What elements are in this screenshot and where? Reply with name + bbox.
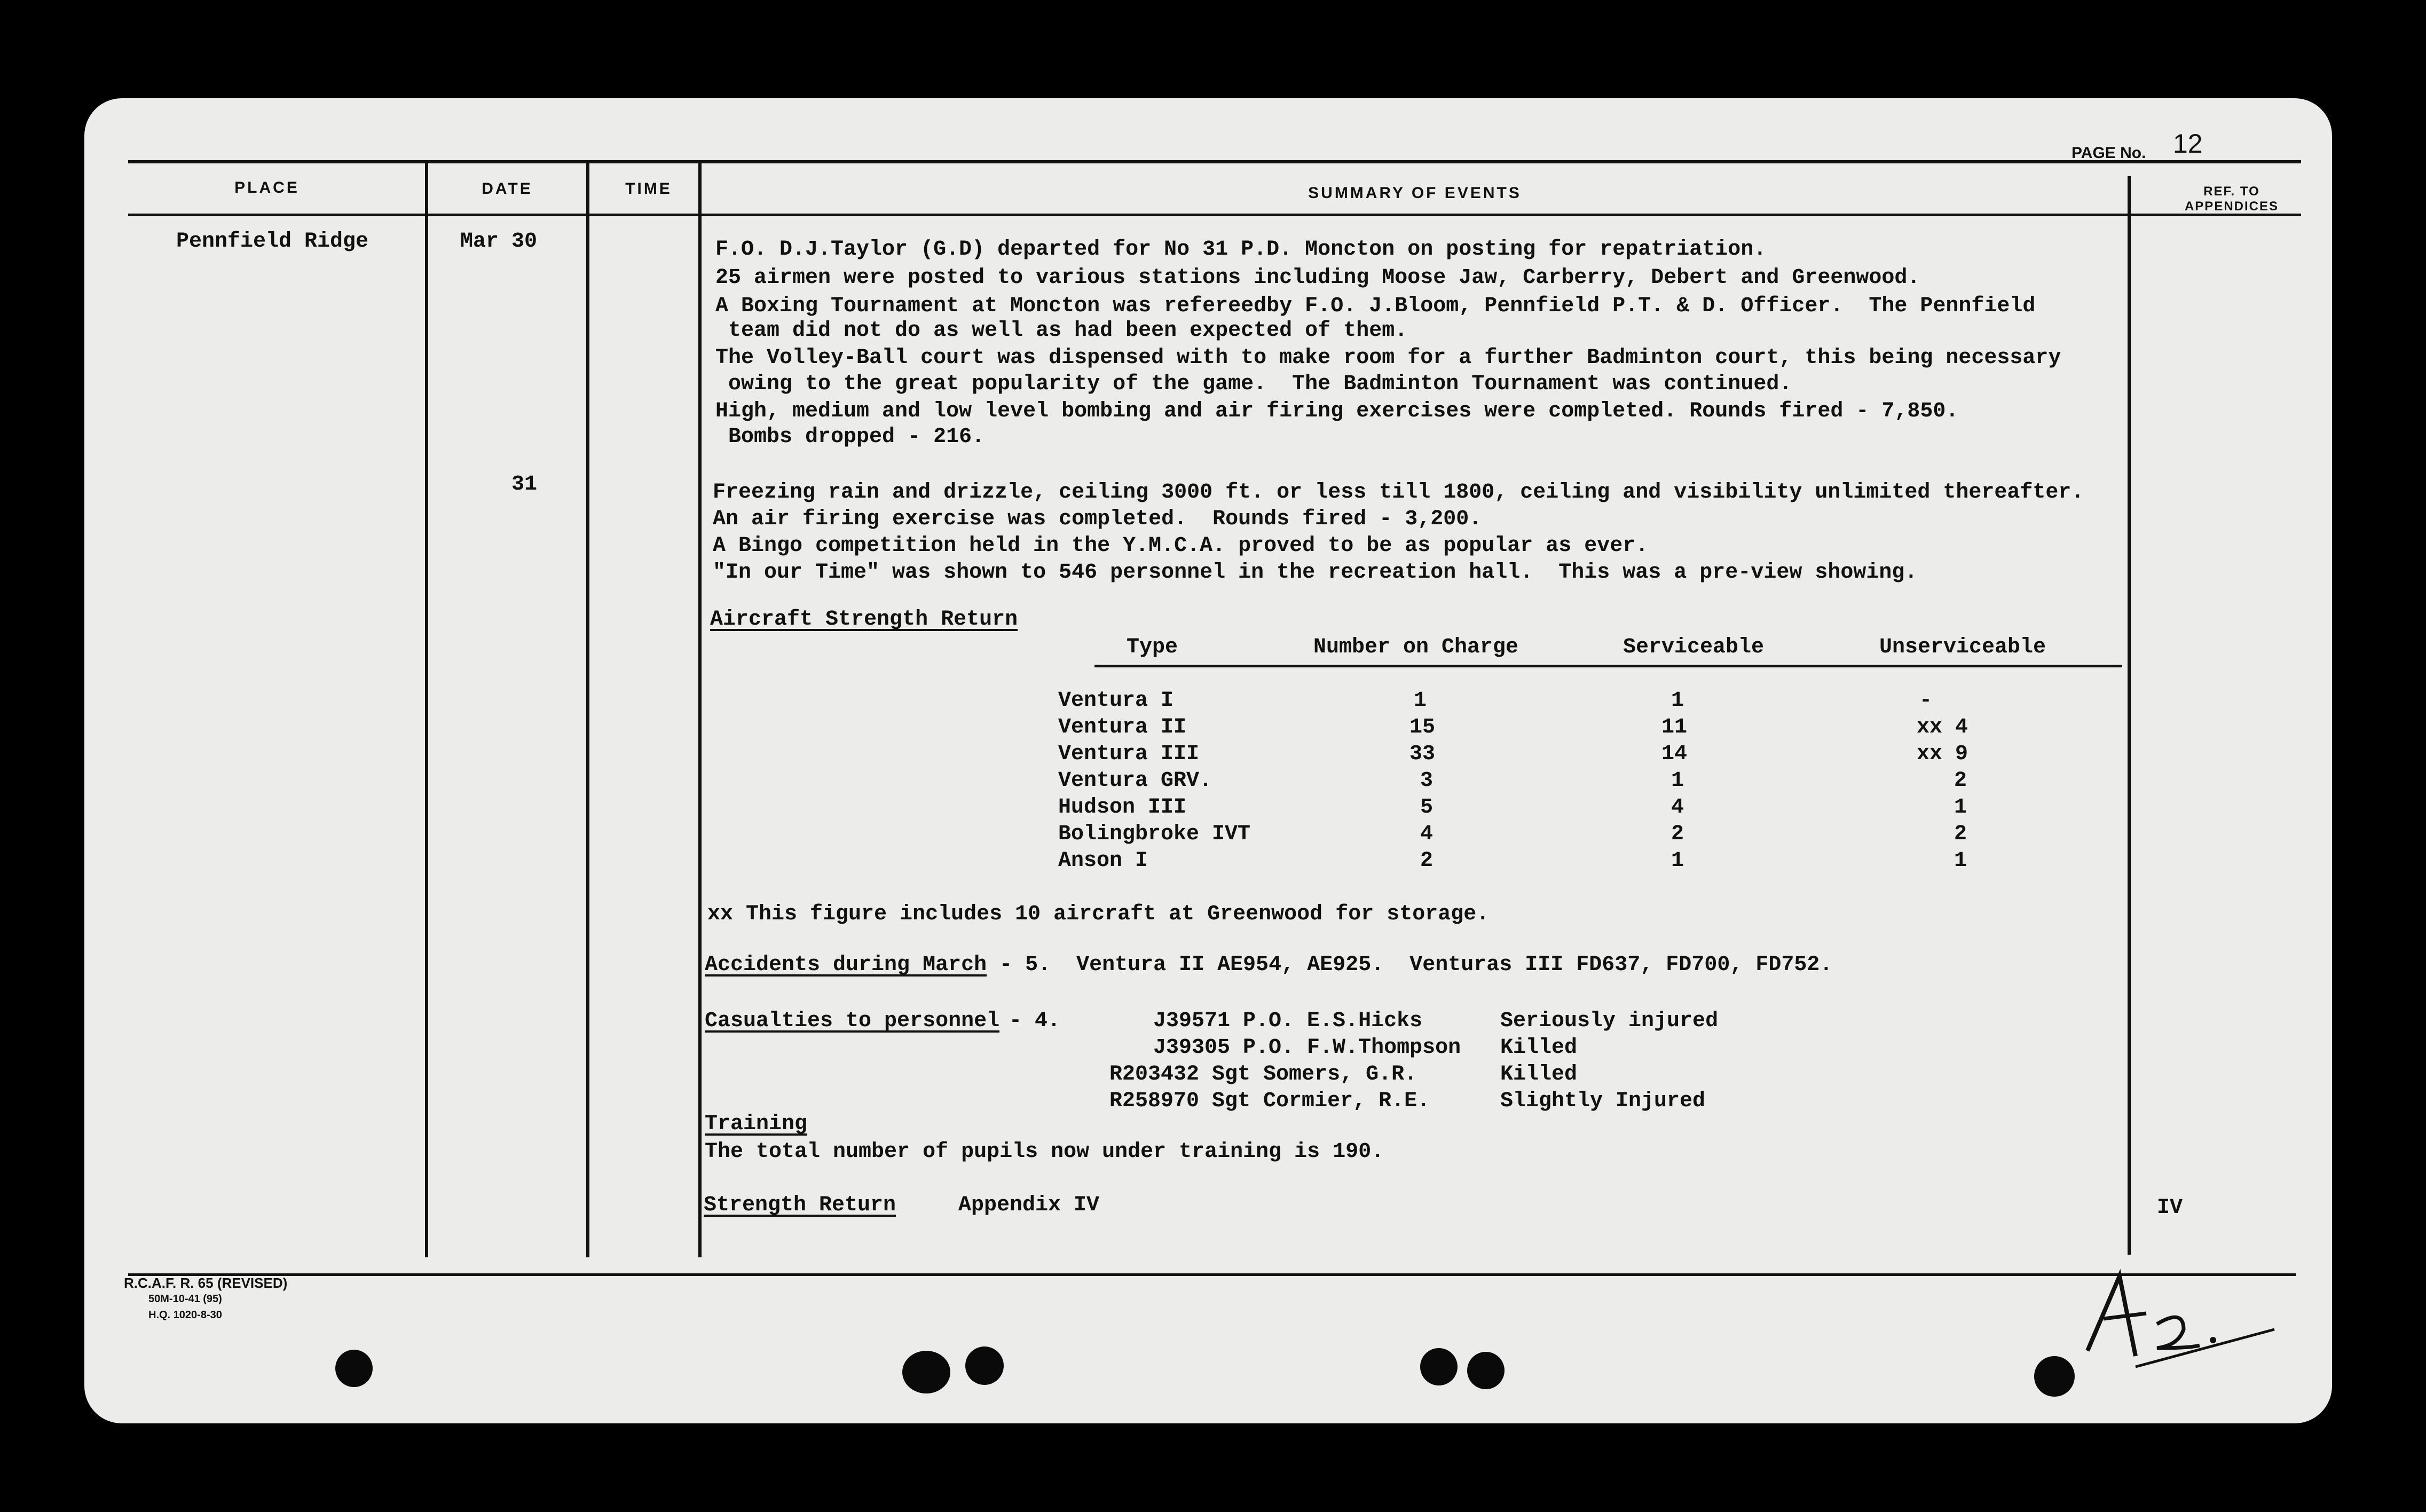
col-serviceable: Serviceable [1623,635,1765,659]
aircraft-charge: 1 [1414,689,1427,713]
form-print-line: 50M-10-41 (95) [148,1293,222,1305]
bottom-rule [128,1273,2296,1276]
aircraft-serviceable: 1 [1671,769,1684,793]
aircraft-type: Anson I [1058,849,1148,873]
aircraft-charge: 5 [1420,796,1433,820]
col-type: Type [1127,635,1178,659]
page-number-label: PAGE No. [2071,144,2146,162]
punch-hole [2034,1356,2075,1397]
top-rule [128,160,2301,163]
casualties-label: Casualties to personnel [705,1009,1000,1033]
strength-ref: IV [2157,1196,2183,1220]
aircraft-unserviceable: 1 [1954,796,1967,820]
aircraft-charge: 15 [1409,715,1436,739]
aircraft-serviceable: 1 [1671,849,1684,873]
aircraft-type: Ventura GRV. [1058,769,1212,793]
header-place: PLACE [234,179,300,196]
entry-line: Freezing rain and drizzle, ceiling 3000 ft. or less till 1800, ceiling and visibility unlimited thereafter. [713,481,2084,505]
aircraft-note: xx This figure includes 10 aircraft at Greenwood for storage. [707,902,1490,926]
aircraft-type: Hudson III [1058,796,1187,820]
aircraft-unserviceable: - [1919,689,1933,713]
entry-line: A Bingo competition held in the Y.M.C.A. proved to be as popular as ever. [713,534,1649,558]
entry-line: Bombs dropped - 216. [715,425,985,449]
casualty-id: R258970 Sgt Cormier, R.E. [1109,1089,1430,1113]
accidents-label: Accidents during March [705,953,987,977]
aircraft-unserviceable: 1 [1954,849,1967,873]
punch-hole [902,1351,950,1393]
punch-hole [965,1346,1004,1385]
punch-hole [335,1350,373,1387]
training-label: Training [705,1112,808,1136]
entry-line: An air firing exercise was completed. Rounds fired - 3,200. [713,507,1482,531]
aircraft-table-rule [1094,665,2122,667]
aircraft-unserviceable: xx 9 [1917,742,1968,766]
entry-line: The Volley-Ball court was dispensed with to make room for a further Badminton court, this being necessary [715,346,2061,370]
casualty-status: Killed [1500,1062,1578,1086]
aircraft-serviceable: 2 [1671,822,1684,846]
header-date: DATE [482,180,533,198]
page-number: 12 [2173,129,2203,159]
aircraft-charge: 3 [1420,769,1433,793]
casualty-status: Slightly Injured [1500,1089,1706,1113]
strength-text: Appendix IV [958,1193,1100,1217]
aircraft-type: Ventura I [1058,689,1174,713]
col-unserviceable: Unserviceable [1879,635,2046,659]
training-text: The total number of pupils now under training is 190. [705,1140,1384,1164]
aircraft-serviceable: 4 [1671,796,1684,820]
place: Pennfield Ridge [176,230,369,254]
casualty-id: J39571 P.O. E.S.Hicks [1153,1009,1423,1033]
header-ref: REF. TO APPENDICES [2184,184,2279,214]
date-second: 31 [511,472,538,497]
casualty-id: R203432 Sgt Somers, G.R. [1109,1062,1417,1086]
aircraft-charge: 33 [1409,742,1436,766]
entry-line: A Boxing Tournament at Moncton was refereedby F.O. J.Bloom, Pennfield P.T. & D. Officer. The Pennfield [715,294,2036,318]
aircraft-unserviceable: xx 4 [1917,715,1968,739]
entry-line: 25 airmen were posted to various stations including Moose Jaw, Carberry, Debert and Greenwood. [715,266,1920,290]
casualty-status: Seriously injured [1500,1009,1719,1033]
casualty-status: Killed [1500,1036,1578,1060]
entry-line: team did not do as well as had been expected of them. [715,319,1408,343]
entry-line: F.O. D.J.Taylor (G.D) departed for No 31 P.D. Moncton on posting for repatriation. [715,238,1767,262]
aircraft-charge: 2 [1420,849,1433,873]
aircraft-type: Ventura II [1058,715,1187,739]
aircraft-serviceable: 11 [1661,715,1688,739]
aircraft-serviceable: 1 [1671,689,1684,713]
aircraft-return-title: Aircraft Strength Return [710,608,1018,632]
accidents-line [705,953,1832,977]
form-hq-line: H.Q. 1020-8-30 [148,1309,222,1321]
strength-label: Strength Return [704,1193,896,1217]
accidents-text: - 5. Ventura II AE954, AE925. Venturas III FD637, FD700, FD752. [987,953,1833,977]
divider-place-date [425,163,428,1257]
aircraft-charge: 4 [1420,822,1433,846]
entry-line: "In our Time" was shown to 546 personnel in the recreation hall. This was a pre-view showing. [713,561,1918,585]
divider-time-summary [698,163,702,1257]
header-bottom-rule [128,214,2301,216]
punch-hole [1467,1352,1505,1389]
header-time: TIME [625,180,672,198]
aircraft-unserviceable: 2 [1954,769,1967,793]
entry-line: owing to the great popularity of the game. The Badminton Tournament was continued. [715,372,1792,396]
entry-line: High, medium and low level bombing and air firing exercises were completed. Rounds fired - 7,850. [715,399,1959,423]
header-summary: SUMMARY OF EVENTS [1308,184,1522,202]
punch-hole [1420,1348,1458,1385]
divider-date-time [586,163,589,1257]
form-number-line: R.C.A.F. R. 65 (REVISED) [124,1275,288,1291]
date-first: Mar 30 [460,230,538,254]
aircraft-type: Ventura III [1058,742,1200,766]
casualty-id: J39305 P.O. F.W.Thompson [1153,1036,1461,1060]
col-charge: Number on Charge [1313,635,1519,659]
divider-summary-ref [2128,176,2131,1255]
aircraft-type: Bolingbroke IVT [1058,822,1251,846]
casualties-count: - 4. [1009,1009,1061,1033]
form-number [124,1275,287,1323]
aircraft-serviceable: 14 [1661,742,1688,766]
aircraft-unserviceable: 2 [1954,822,1967,846]
